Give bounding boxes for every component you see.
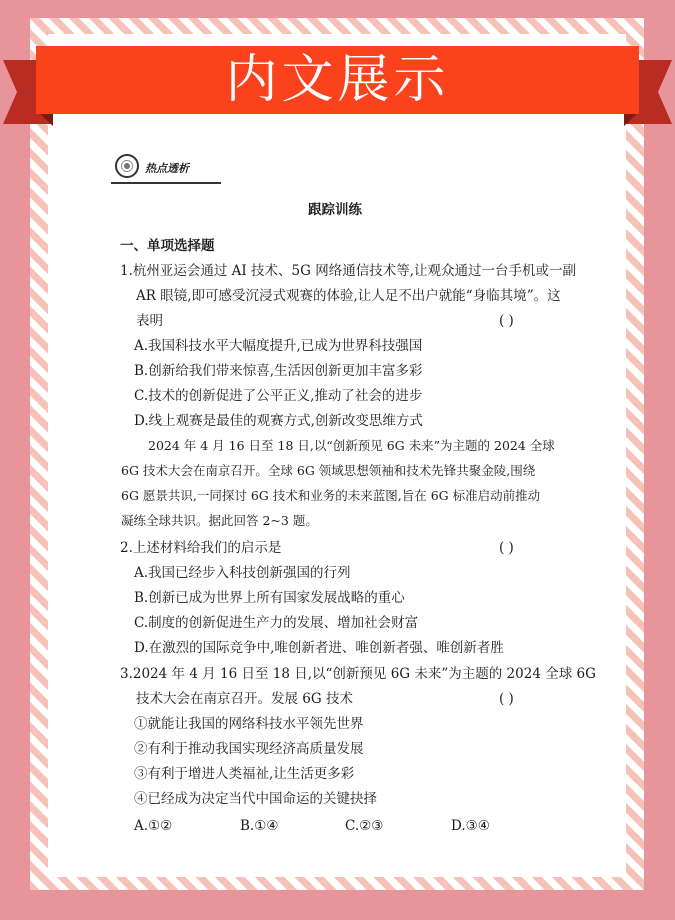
q3-choice: A.①② <box>134 818 173 834</box>
section-label: 热点透析 <box>145 162 189 175</box>
q2-answer-paren: ( ) <box>499 540 514 556</box>
q1-stem-line: 1.杭州亚运会通过 AI 技术、5G 网络通信技术等,让观众通过一台手机或一副 <box>120 263 576 279</box>
q1-option: A.我国科技水平大幅度提升,已成为世界科技强国 <box>134 338 423 354</box>
q3-choice: D.③④ <box>451 818 490 834</box>
q1-option: B.创新给我们带来惊喜,生活因创新更加丰富多彩 <box>134 363 423 379</box>
q2-option: C.制度的创新促进生产力的发展、增加社会财富 <box>134 615 419 631</box>
material-line: 6G 技术大会在南京召开。全球 6G 领域思想领袖和技术先锋共聚金陵,围绕 <box>121 463 536 478</box>
header-underline <box>111 182 221 184</box>
q3-choice: B.①④ <box>240 818 279 834</box>
title-banner <box>36 46 639 114</box>
q3-statement: ④已经成为决定当代中国命运的关键抉择 <box>134 791 377 807</box>
q3-stem-line: 3.2024 年 4 月 16 日至 18 日,以“创新预见 6G 未来”为主题的 2024 全球 6G <box>120 666 596 682</box>
part-heading: 一、单项选择题 <box>120 238 215 254</box>
q1-option: D.线上观赛是最佳的观赛方式,创新改变思维方式 <box>134 413 423 429</box>
q1-stem-line: AR 眼镜,即可感受沉浸式观赛的体验,让人足不出户就能“身临其境”。这 <box>136 288 561 304</box>
q3-statement: ①就能让我国的网络科技水平领先世界 <box>134 716 364 732</box>
material-line: 凝练全球共识。据此回答 2~3 题。 <box>121 513 318 528</box>
material-line: 2024 年 4 月 16 日至 18 日,以“创新预见 6G 未来”为主题的 2024 全球 <box>148 438 555 453</box>
q3-stem-line: 技术大会在南京召开。发展 6G 技术 <box>136 691 353 707</box>
q1-option: C.技术的创新促进了公平正义,推动了社会的进步 <box>134 388 423 404</box>
q1-stem-line: 表明 <box>136 313 163 329</box>
section-header <box>111 150 221 184</box>
seal-icon <box>115 154 139 178</box>
q1-answer-paren: ( ) <box>499 313 514 329</box>
exercise-title: 跟踪训练 <box>308 202 362 218</box>
q2-option: D.在激烈的国际竞争中,唯创新者进、唯创新者强、唯创新者胜 <box>134 640 504 656</box>
q3-choice: C.②③ <box>345 818 384 834</box>
q3-statement: ②有利于推动我国实现经济高质量发展 <box>134 741 364 757</box>
q2-option: A.我国已经步入科技创新强国的行列 <box>134 565 351 581</box>
material-line: 6G 愿景共识,一同探讨 6G 技术和业务的未来蓝图,旨在 6G 标准启动前推动 <box>121 488 541 503</box>
book-page <box>111 150 596 845</box>
banner-title: 内文展示 <box>225 50 450 110</box>
q2-option: B.创新已成为世界上所有国家发展战略的重心 <box>134 590 405 606</box>
q2-stem: 2.上述材料给我们的启示是 <box>120 540 282 556</box>
q3-statement: ③有利于增进人类福祉,让生活更多彩 <box>134 766 355 782</box>
q3-answer-paren: ( ) <box>499 691 514 707</box>
